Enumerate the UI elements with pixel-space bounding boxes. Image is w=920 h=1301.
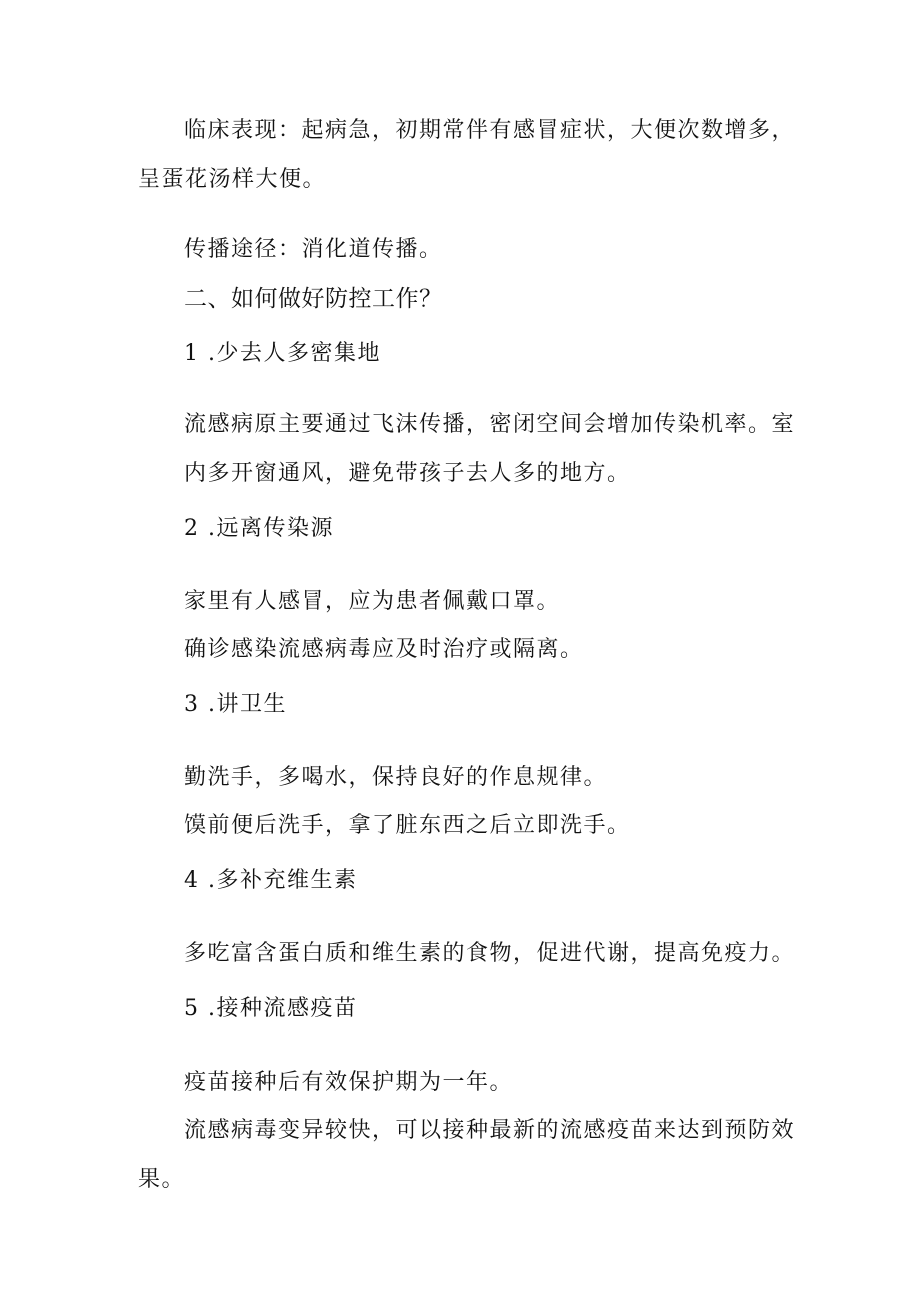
item-2-text-line-1: 家里有人感冒，应为患者佩戴口罩。 — [184, 589, 561, 614]
item-4-text-line-1: 多吃富含蛋白质和维生素的食物，促进代谢，提高免疫力。 — [184, 941, 796, 966]
transmission-text: 传播途径：消化道传播。 — [184, 237, 443, 262]
item-2-title: 2 .远离传染源 — [184, 516, 334, 541]
item-5-text-line-2: 流感病毒变异较快，可以接种最新的流感疫苗来达到预防效 — [184, 1118, 796, 1143]
item-3-text-line-2: 馍前便后洗手，拿了脏东西之后立即洗手。 — [184, 813, 631, 838]
item-3-title: 3 .讲卫生 — [184, 692, 287, 717]
item-1-text-line-1: 流感病原主要通过飞沫传播，密闭空间会增加传染机率。室 — [184, 412, 796, 437]
item-2-text-line-2: 确诊感染流感病毒应及时治疗或隔离。 — [184, 637, 584, 662]
clinical-text-line-1: 临床表现：起病急，初期常伴有感冒症状，大便次数增多， — [184, 118, 796, 143]
item-5-text-line-3: 果。 — [138, 1167, 186, 1192]
item-1-text-line-2: 内多开窗通风，避免带孩子去人多的地方。 — [184, 461, 631, 486]
item-3-text-line-1: 勤洗手，多喝水，保持良好的作息规律。 — [184, 765, 608, 790]
clinical-text-line-2: 呈蛋花汤样大便。 — [138, 167, 327, 192]
item-4-title: 4 .多补充维生素 — [184, 868, 358, 893]
item-5-text-line-1: 疫苗接种后有效保护期为一年。 — [184, 1070, 514, 1095]
item-5-title: 5 .接种流感疫苗 — [184, 996, 358, 1021]
section-heading: 二、如何做好防控工作？ — [184, 286, 443, 312]
item-1-title: 1 .少去人多密集地 — [184, 341, 381, 366]
